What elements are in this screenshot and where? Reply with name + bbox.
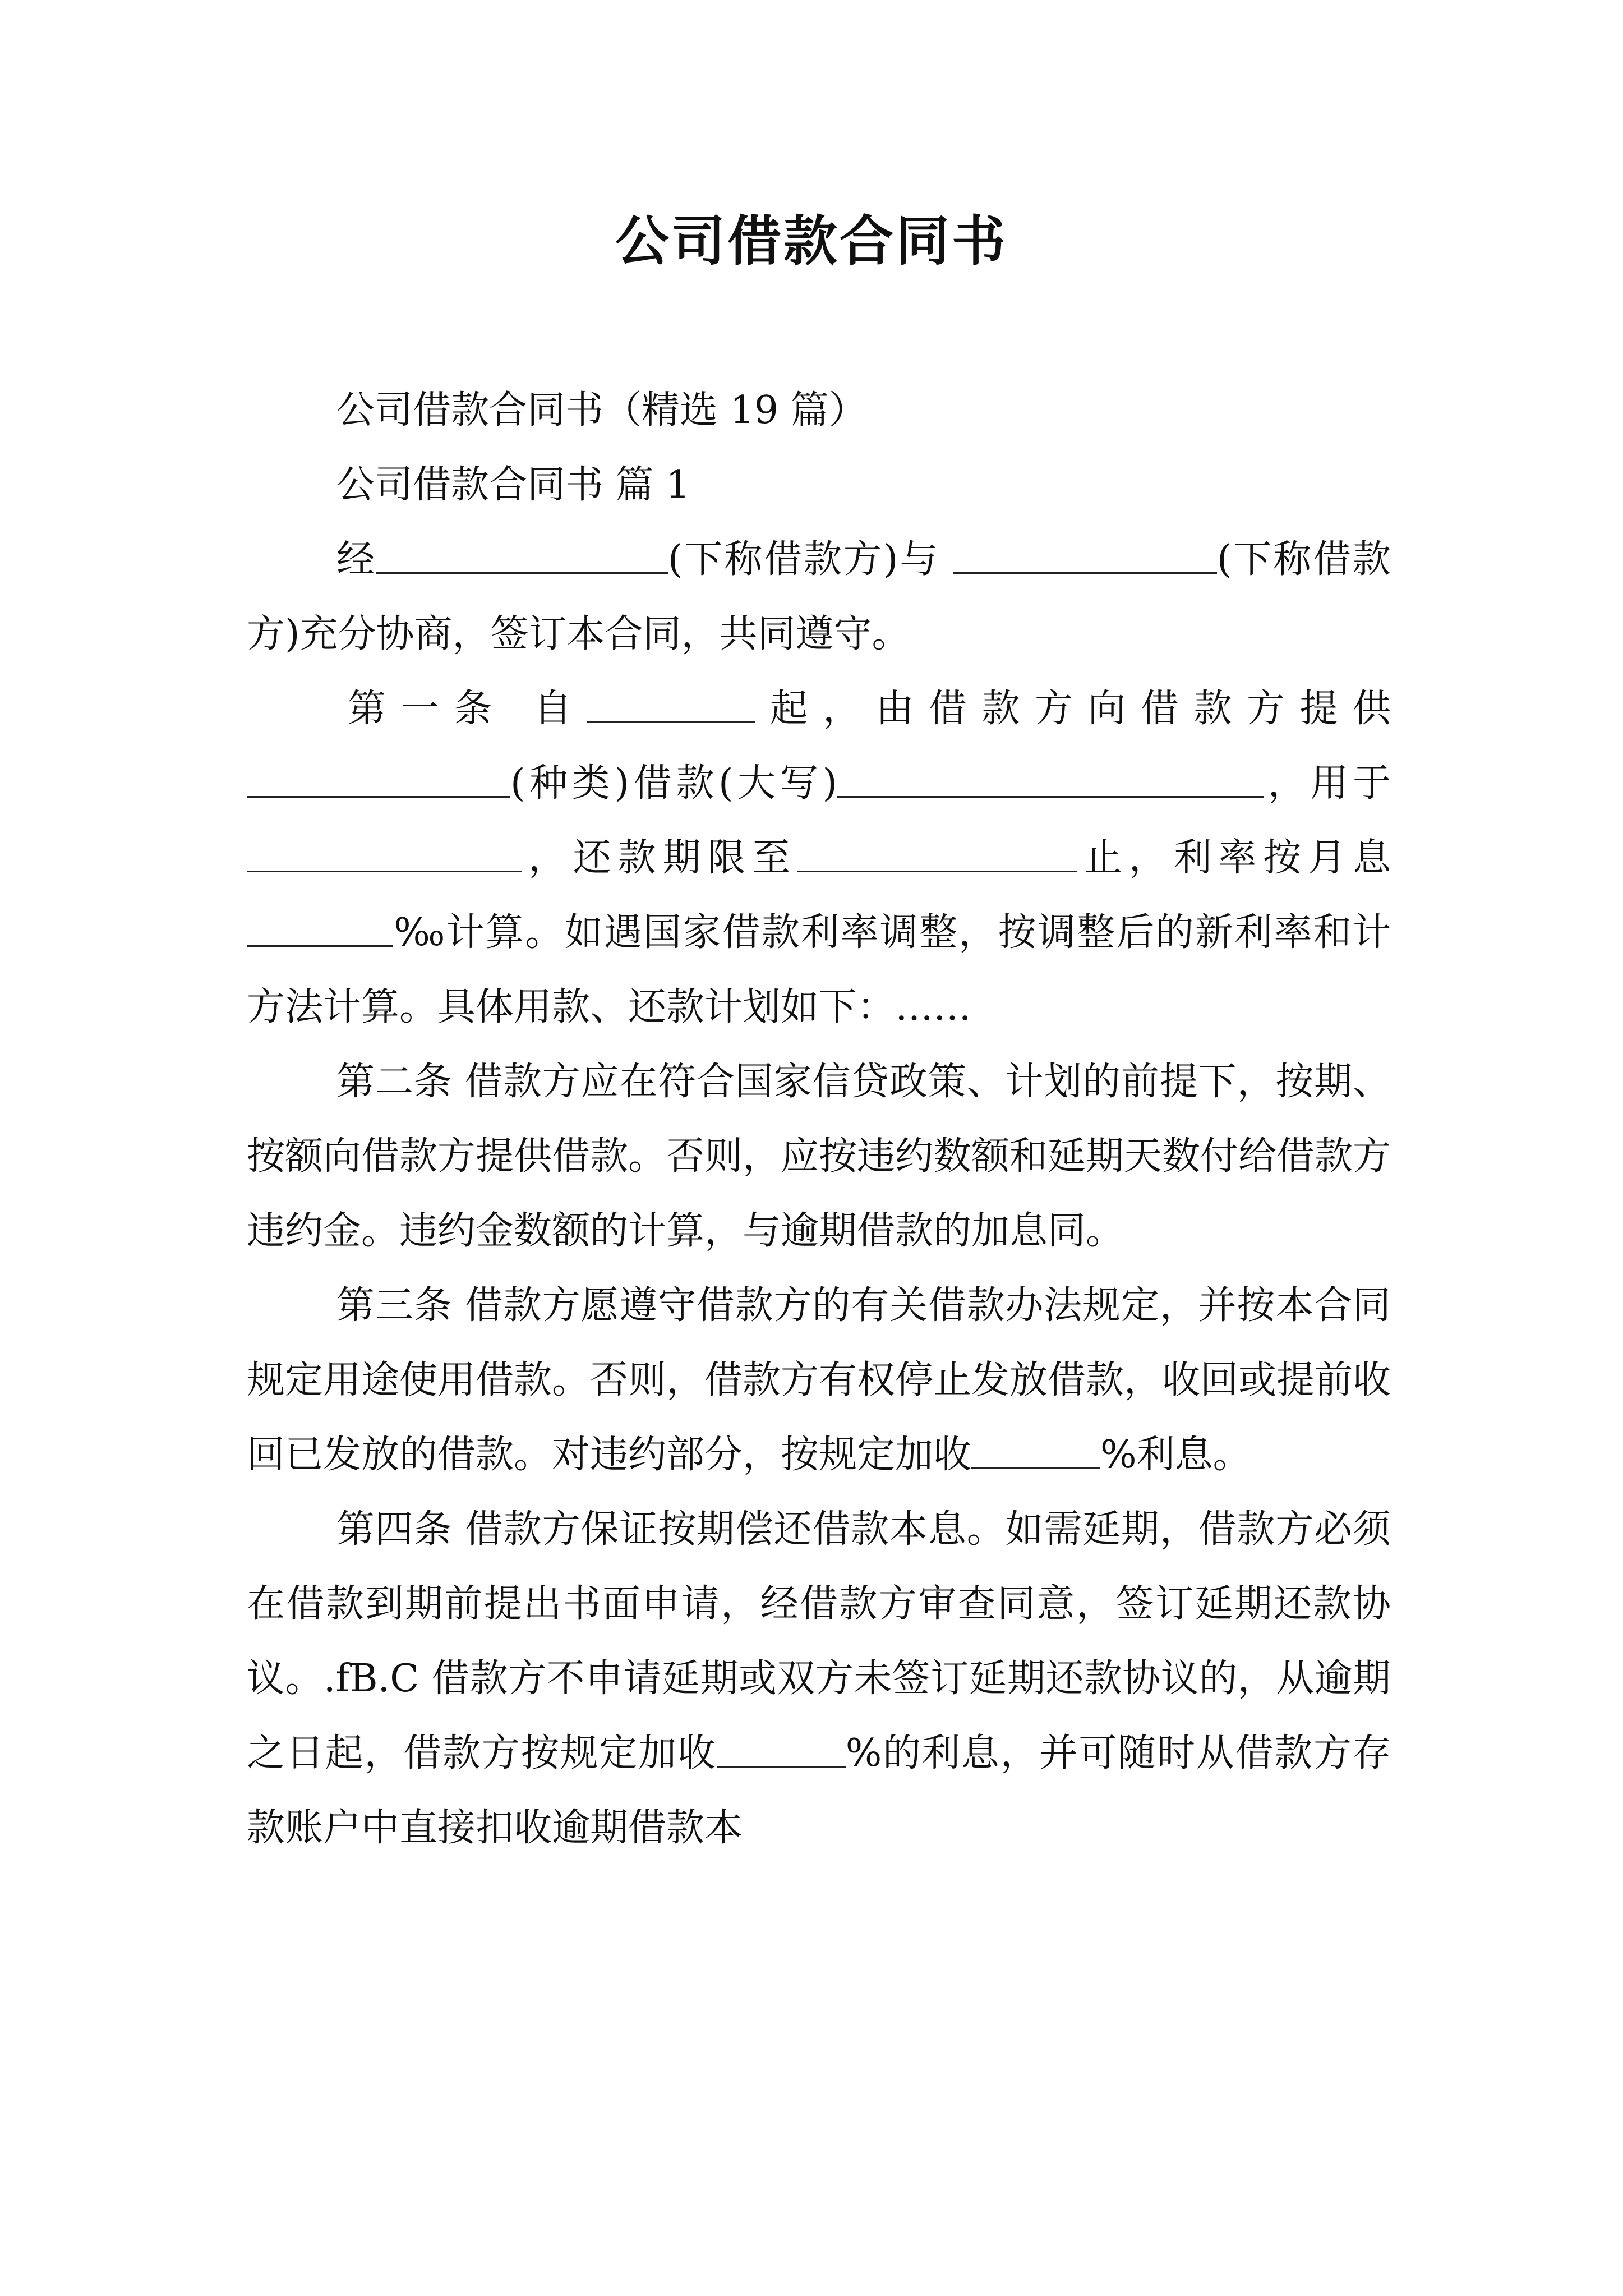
article-1-text-6: 止，利率按月息 <box>1077 836 1391 880</box>
document-title: 公司借款合同书 <box>615 210 1008 273</box>
article-4-text-1: 第四条 借款方保证按期偿还借款本息。如需延期，借款方必须在借款到期前提出书面申请，经借款方审查同意，签订延期还款协议。.fB.C 借款方不申请延期或双方未签订延期还款协议的，从逾期之日起，借款方按规定加收 <box>247 1507 1391 1775</box>
blank-field <box>376 538 668 574</box>
blank-field <box>247 911 393 947</box>
preamble-paragraph <box>247 522 1391 671</box>
article-4-paragraph <box>247 1492 1391 1865</box>
article-1-text-3: (种类)借款(大写) <box>510 761 838 806</box>
document-body <box>247 373 1391 1865</box>
article-1-text-7: ‰计算。如遇国家借款利率调整，按调整后的新利率和计方法计算。具体用款、还款计划如下：…… <box>247 910 1391 1029</box>
blank-field <box>247 762 510 798</box>
preamble-text-3: (下称借款方)充分协商，签订本合同，共同遵守。 <box>247 537 1391 656</box>
article-3-paragraph <box>247 1268 1391 1492</box>
article-1-text-2: 起，由借款方向借款方提供 <box>755 687 1391 731</box>
article-1-text-1: 第一条 自 <box>348 687 587 731</box>
article-3-text-1: 第三条 借款方愿遵守借款方的有关借款办法规定，并按本合同规定用途使用借款。否则，借款方有权停止发放借款，收回或提前收回已发放的借款。对违约部分，按规定加收 <box>247 1283 1391 1477</box>
blank-field <box>587 687 755 723</box>
document-subtitle: 公司借款合同书（精选 19 篇） <box>336 388 867 432</box>
article-1-text-4: ，用于 <box>1264 761 1391 806</box>
blank-field <box>953 538 1217 574</box>
article-1-text-5: ，还款期限至 <box>522 836 797 880</box>
blank-field <box>717 1732 846 1768</box>
blank-field <box>247 836 522 872</box>
blank-field <box>837 762 1264 798</box>
article-1-paragraph <box>247 671 1391 1045</box>
section-heading: 公司借款合同书 篇 1 <box>336 463 690 507</box>
blank-field <box>971 1433 1100 1469</box>
preamble-text-1: 经 <box>336 537 376 582</box>
preamble-text-2: (下称借款方)与 <box>667 537 953 582</box>
blank-field <box>797 836 1077 872</box>
article-4-text-2: %的利息，并可随时从借款方存款账户中直接扣收逾期借款本 <box>247 1731 1391 1850</box>
article-3-text-2: %利息。 <box>1100 1433 1251 1477</box>
article-2-paragraph: 第二条 借款方应在符合国家信贷政策、计划的前提下，按期、按额向借款方提供借款。否则，应按违约数额和延期天数付给借款方违约金。违约金数额的计算，与逾期借款的加息同。 <box>247 1060 1391 1253</box>
